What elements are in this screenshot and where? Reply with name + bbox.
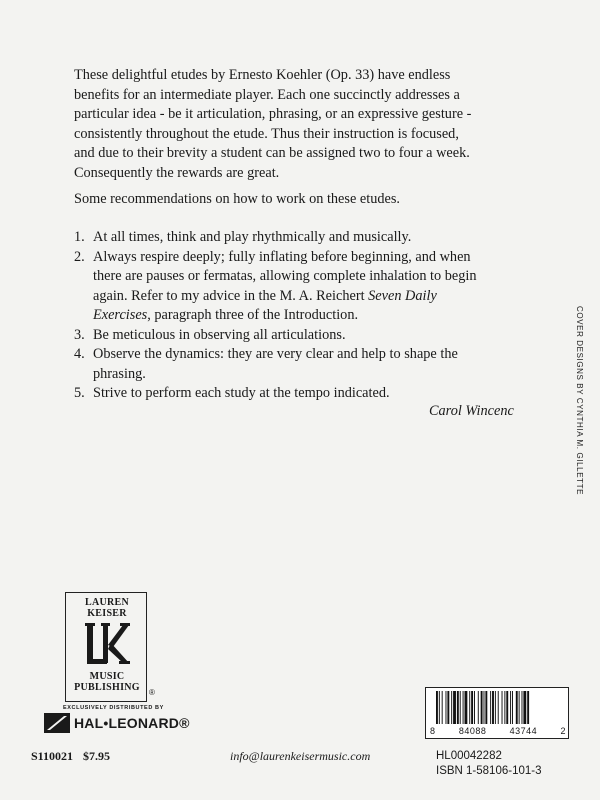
barcode-bar <box>453 691 456 724</box>
barcode-bar <box>442 691 443 724</box>
list-item-number: 3. <box>74 326 85 343</box>
hal-leonard-logo <box>44 713 190 733</box>
list-item <box>74 384 494 404</box>
barcode-bar <box>502 691 503 724</box>
contact-email: info@laurenkeisermusic.com <box>230 749 371 763</box>
barcode-bar <box>506 691 508 724</box>
barcode-digit-group: 84088 <box>458 726 487 736</box>
barcode-bar <box>523 691 526 724</box>
barcode-bar <box>451 691 452 724</box>
barcode-bar <box>478 691 479 724</box>
list-item-number: 2. <box>74 248 85 265</box>
barcode-bar <box>457 691 459 724</box>
barcode-bar <box>522 691 523 724</box>
barcode-bar <box>485 691 487 724</box>
list-item-text: Strive to perform each study at the tempo indicated. <box>93 385 390 401</box>
logo-line-lauren: LAUREN <box>84 597 130 608</box>
book-title: Seven Daily Exercises <box>93 287 437 323</box>
barcode-bars-icon <box>430 691 566 725</box>
barcode-digit-group: 2 <box>560 726 566 736</box>
barcode-bar <box>465 691 468 724</box>
barcode-digit-group: 8 <box>430 726 436 736</box>
list-item-text: Be meticulous in observing all articulations. <box>93 326 346 343</box>
recommendations-list <box>74 228 494 404</box>
price-line <box>31 749 120 764</box>
barcode-bar <box>439 691 440 724</box>
barcode-bar <box>510 691 511 724</box>
barcode-bar <box>471 691 473 724</box>
registered-mark: ® <box>149 688 155 697</box>
barcode-bar <box>474 691 475 724</box>
list-item-number: 1. <box>74 229 85 245</box>
catalog-number: S110021 <box>31 749 74 763</box>
hl-catalog-code: HL00042282 <box>436 750 502 762</box>
barcode-bar <box>519 691 520 724</box>
distributor-tagline: EXCLUSIVELY DISTRIBUTED BY <box>63 705 164 711</box>
barcode-digit-group: 43744 <box>509 726 538 736</box>
logo-line-publishing: PUBLISHING <box>74 682 140 693</box>
isbn: ISBN 1-58106-101-3 <box>436 765 542 777</box>
distributor-name: HAL•LEONARD® <box>74 715 190 731</box>
barcode-bar <box>516 691 518 724</box>
barcode-bar <box>436 691 438 724</box>
publisher-logo <box>65 592 155 704</box>
barcode-bar <box>512 691 513 724</box>
list-item-text: At all times, think and play rhythmically and musically. <box>93 229 412 245</box>
barcode-bar <box>495 691 496 724</box>
logo-line-keiser: KEISER <box>87 608 127 619</box>
logo-line-music: MUSIC <box>89 671 125 682</box>
barcode-bar <box>463 691 464 724</box>
cover-credit: COVER DESIGNS BY CYNTHIA M. GILLETTE <box>575 306 584 496</box>
list-item-number: 4. <box>74 346 85 362</box>
logo-frame <box>65 592 147 702</box>
barcode-bar <box>460 691 461 724</box>
barcode-bar <box>484 691 485 724</box>
list-item-text: Observe the dynamics: they are very clear and help to shape the phrasing. <box>93 346 458 382</box>
barcode-bar <box>527 691 529 724</box>
barcode <box>425 687 569 739</box>
lk-monogram-icon <box>83 621 131 667</box>
list-item-text: Always respire deeply; fully inflating before beginning, and when there are pauses or fermatas, allowing complete inhalation to begin again. Refer to my advice in the M. A. Reichert <box>93 248 477 304</box>
author-signature: Carol Wincenc <box>429 403 514 419</box>
price: $7.95 <box>83 749 111 763</box>
barcode-bar <box>469 691 470 724</box>
intro-paragraph: These delightful etudes by Ernesto Koehler (Op. 33) have endless benefits for an intermediate player. Each one succinctly addresses a particular idea - be it articulation, phrasing, or an expressive gesture - consistently throughout the etude. Thus their instruction is focused, and due to their brevity a student can be assigned two to four a week. Consequently the rewards are great. <box>74 67 472 181</box>
barcode-bar <box>446 691 447 724</box>
barcode-bar <box>498 691 499 724</box>
list-item-text-end: , paragraph three of the Introduction. <box>147 307 359 323</box>
list-item <box>74 345 494 384</box>
hal-leonard-mark-icon <box>44 713 70 733</box>
barcode-bar <box>447 691 449 724</box>
list-item <box>74 248 494 326</box>
barcode-digits <box>430 726 566 736</box>
list-item <box>74 228 494 248</box>
list-item-number: 5. <box>74 385 85 401</box>
barcode-bar <box>490 691 491 724</box>
list-item <box>74 326 494 346</box>
barcode-bar <box>481 691 483 724</box>
recommendations-heading: Some recommendations on how to work on these etudes. <box>74 191 400 207</box>
barcode-bar <box>504 691 505 724</box>
barcode-bar <box>492 691 494 724</box>
